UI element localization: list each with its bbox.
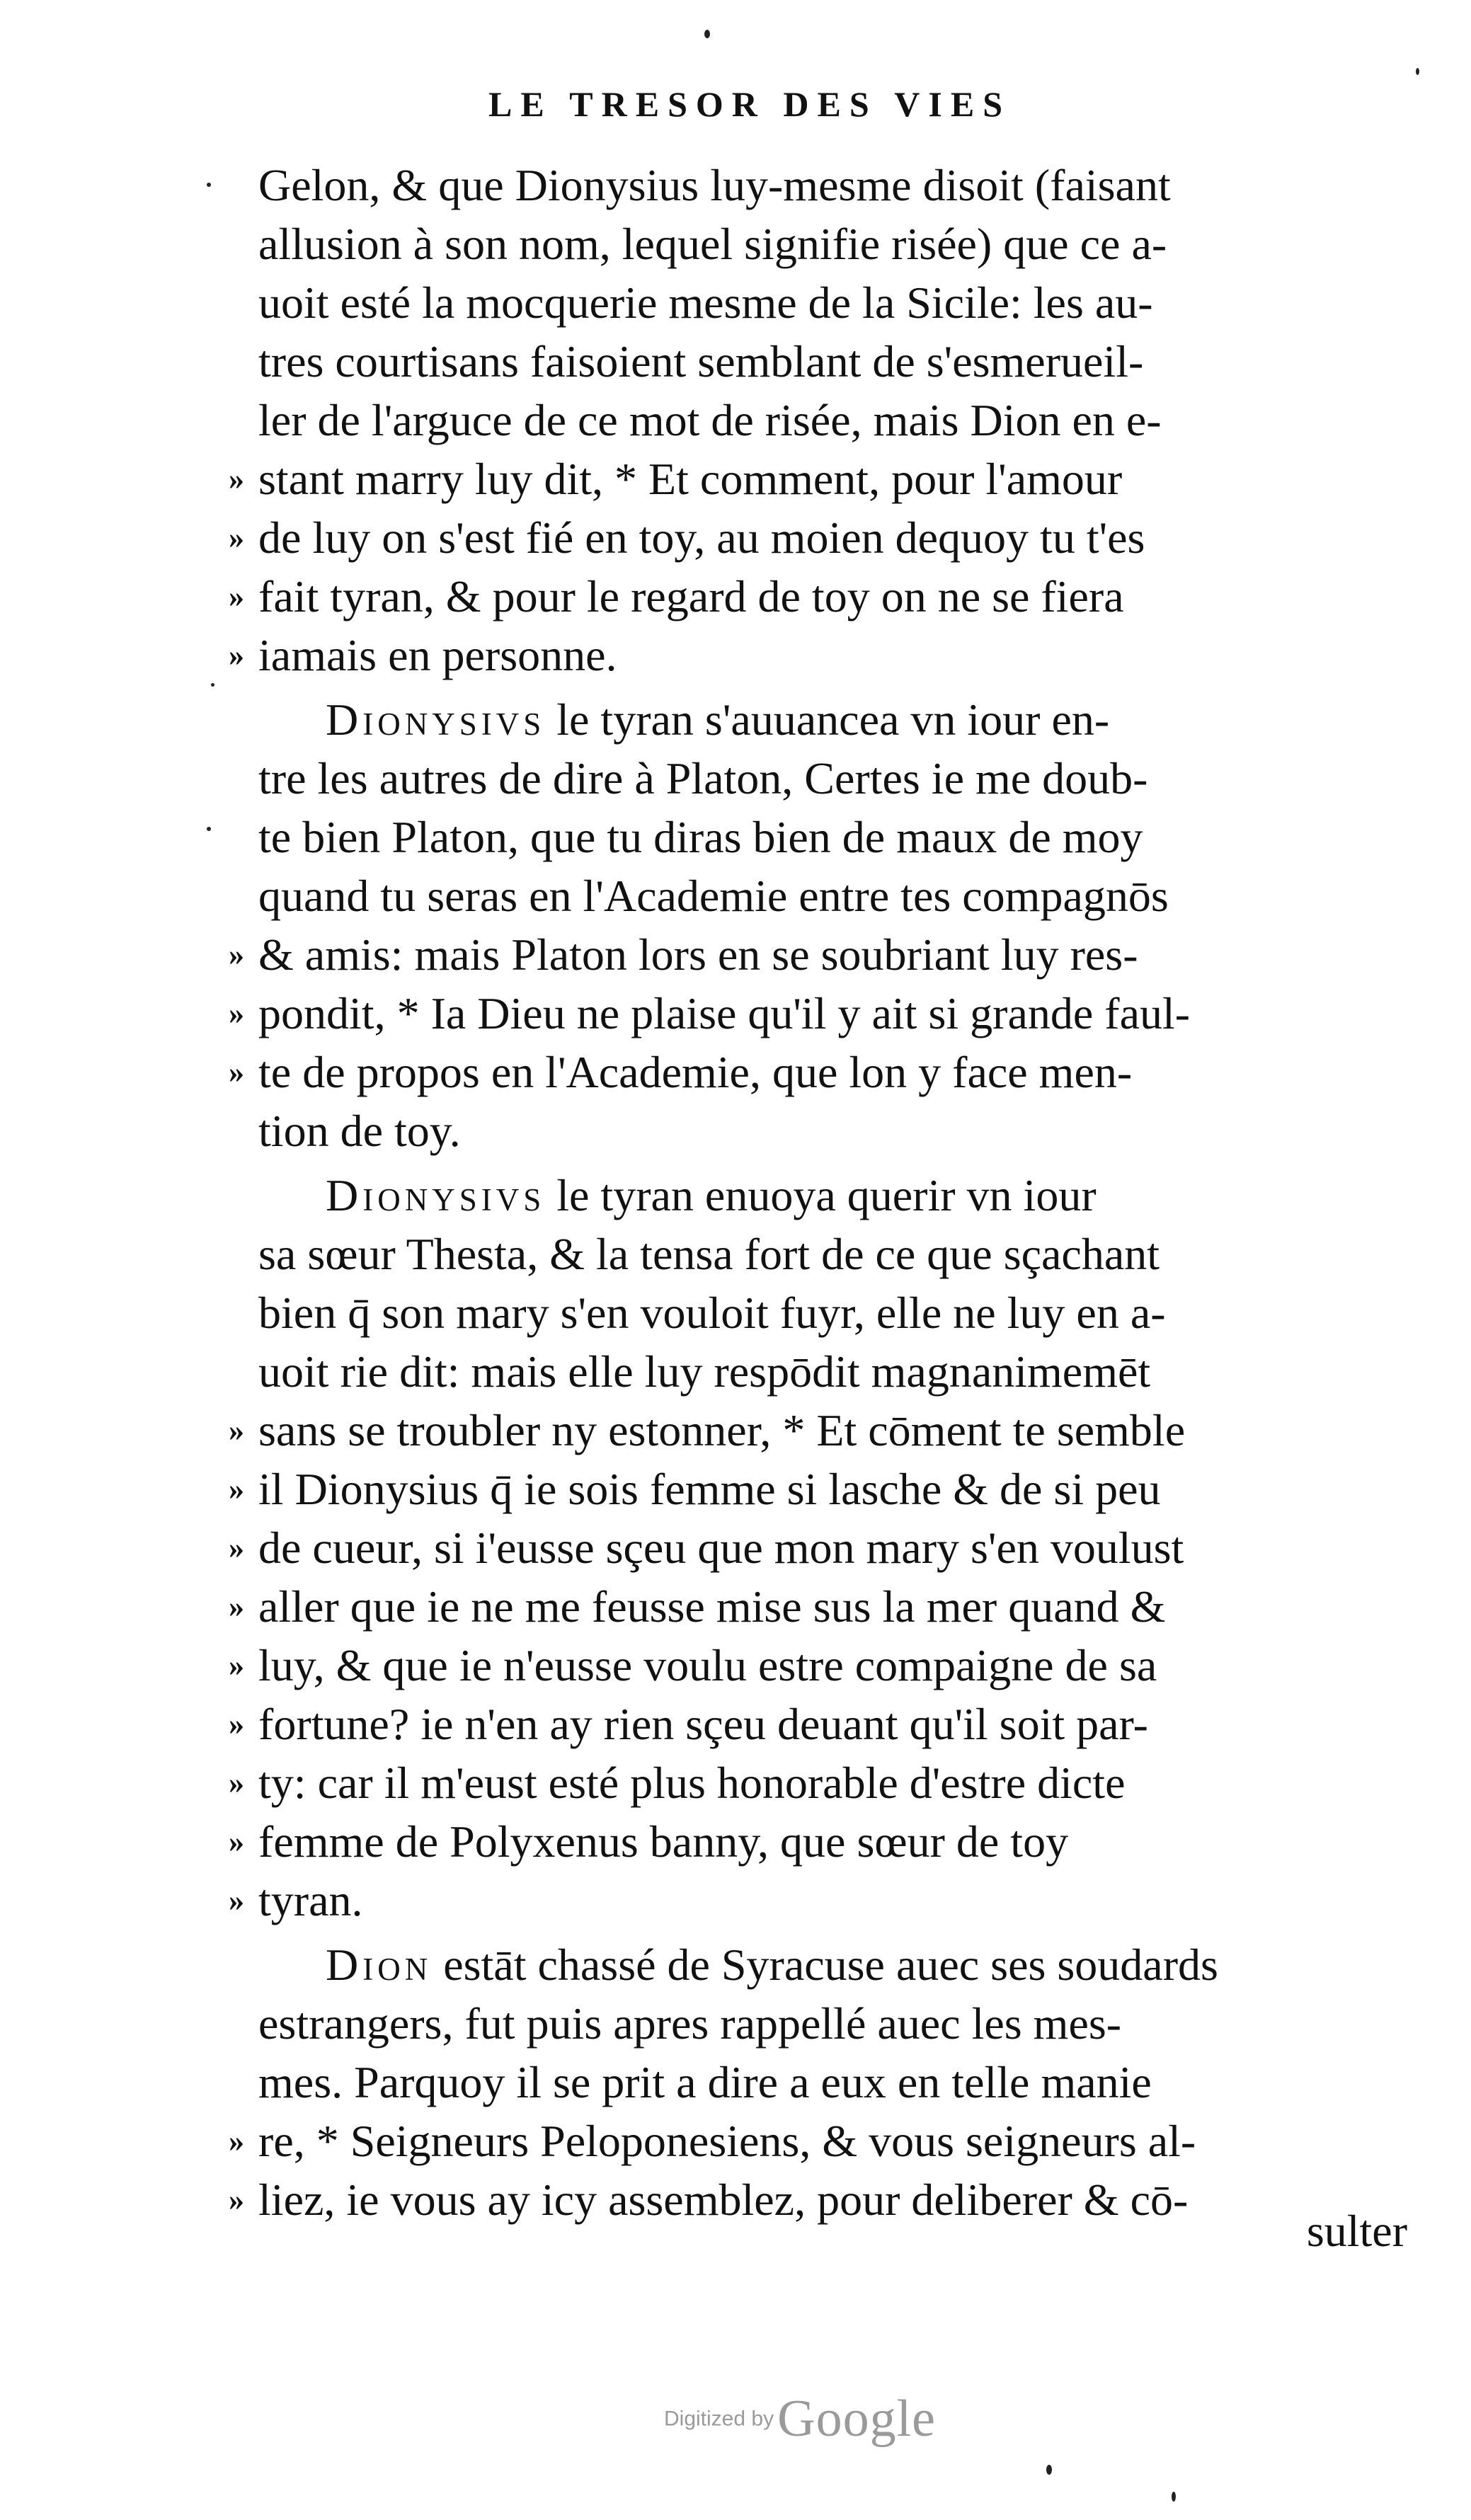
line-text: iamais en personne.	[258, 630, 617, 680]
line-text: Gelon, & que Dionysius luy-mesme disoit (faisant	[258, 160, 1171, 210]
text-line	[258, 1342, 1419, 1401]
line-text: te de propos en l'Academie, que lon y face men-	[258, 1047, 1133, 1097]
ink-speck	[207, 827, 211, 831]
google-logo: Google	[777, 2390, 937, 2448]
quotation-marker: »	[229, 1824, 244, 1859]
line-text: femme de Polyxenus banny, que sœur de toy	[258, 1816, 1069, 1867]
quotation-marker: »	[229, 1055, 244, 1089]
line-text: fortune? ie n'en ay rien sçeu deuant qu'il soit par-	[258, 1699, 1148, 1749]
digitized-label: Digitized by	[664, 2407, 774, 2431]
line-text: ty: car il m'eust esté plus honorable d'estre dicte	[258, 1758, 1126, 1808]
quotation-marker: »	[229, 1883, 244, 1918]
quotation-marker: »	[229, 638, 244, 672]
text-line	[229, 925, 1419, 984]
quotation-marker: »	[229, 1589, 244, 1624]
quotation-marker: »	[229, 1765, 244, 1800]
text-line	[258, 808, 1419, 866]
line-text: aller que ie ne me feusse mise sus la mer quand &	[258, 1581, 1166, 1632]
quotation-marker: »	[229, 1648, 244, 1683]
line-text: Dionysivs le tyran s'auuancea vn iour en-	[326, 694, 1110, 745]
line-text: il Dionysius q̄ ie sois femme si lasche & de si peu	[258, 1464, 1161, 1514]
quotation-marker: »	[229, 937, 244, 972]
text-line	[258, 1225, 1419, 1283]
line-text: stant marry luy dit, * Et comment, pour l'amour	[258, 454, 1123, 504]
line-text: tres courtisans faisoient semblant de s'esmerueil-	[258, 336, 1144, 386]
line-text: ler de l'arguce de ce mot de risée, mais Dion en e-	[258, 395, 1162, 445]
line-text: liez, ie vous ay icy assemblez, pour deliberer & cō-	[258, 2175, 1189, 2225]
text-line	[229, 1812, 1419, 1871]
text-line	[258, 273, 1419, 332]
line-text: uoit esté la mocquerie mesme de la Sicile: les au-	[258, 277, 1153, 328]
quotation-marker: »	[229, 996, 244, 1031]
text-line	[229, 1577, 1419, 1636]
line-text: te bien Platon, que tu diras bien de maux de moy	[258, 812, 1143, 862]
text-line	[258, 1166, 1419, 1225]
text-line	[258, 1283, 1419, 1342]
line-text: uoit rie dit: mais elle luy respōdit magnanimemēt	[258, 1346, 1151, 1397]
line-text: sa sœur Thesta, & la tensa fort de ce que sçachant	[258, 1229, 1160, 1279]
line-text: allusion à son nom, lequel signifie risée) que ce a-	[258, 219, 1167, 269]
text-line	[229, 1401, 1419, 1460]
catchword: sulter	[1306, 2206, 1407, 2256]
text-line	[229, 1636, 1419, 1695]
text-line	[258, 332, 1419, 391]
text-line	[258, 1935, 1419, 1994]
quotation-marker: »	[229, 2182, 244, 2217]
line-text: de cueur, si i'eusse sçeu que mon mary s'en voulust	[258, 1523, 1184, 1573]
ink-speck	[704, 30, 710, 38]
body-text	[229, 156, 1419, 2229]
text-line	[229, 984, 1419, 1043]
text-line	[258, 214, 1419, 273]
text-line	[258, 749, 1419, 808]
text-line	[229, 508, 1419, 567]
text-line	[229, 1460, 1419, 1518]
initial-name: Dionysivs	[326, 1170, 546, 1220]
text-line	[229, 1753, 1419, 1812]
line-text: Dionysivs le tyran enuoya querir vn iour	[326, 1170, 1097, 1220]
text-line	[229, 1043, 1419, 1101]
quotation-marker: »	[229, 2124, 244, 2158]
line-text: luy, & que ie n'eusse voulu estre compaigne de sa	[258, 1640, 1157, 1690]
quotation-marker: »	[229, 520, 244, 555]
line-text: tre les autres de dire à Platon, Certes ie me doub-	[258, 753, 1148, 803]
text-line	[258, 391, 1419, 449]
text-line	[258, 1101, 1419, 1160]
line-text: sans se troubler ny estonner, * Et cōment te semble	[258, 1405, 1186, 1455]
line-text: tyran.	[258, 1875, 363, 1925]
line-text: quand tu seras en l'Academie entre tes compagnōs	[258, 871, 1169, 921]
text-line	[258, 690, 1419, 749]
line-text: & amis: mais Platon lors en se soubriant luy res-	[258, 929, 1138, 980]
quotation-marker: »	[229, 462, 244, 496]
text-line	[258, 2053, 1419, 2112]
text-line	[229, 2170, 1419, 2229]
ink-speck	[1416, 68, 1419, 75]
text-line	[258, 866, 1419, 925]
quotation-marker: »	[229, 579, 244, 614]
initial-name: Dionysivs	[326, 694, 546, 745]
ink-speck	[1172, 2492, 1176, 2502]
text-line	[258, 156, 1419, 214]
ink-speck	[1046, 2465, 1052, 2475]
ink-speck	[207, 183, 211, 187]
line-text: de luy on s'est fié en toy, au moien dequoy tu t'es	[258, 512, 1145, 563]
running-head: LE TRESOR DES VIES	[488, 84, 1011, 124]
quotation-marker: »	[229, 1472, 244, 1506]
text-line	[229, 1871, 1419, 1930]
ink-speck	[211, 683, 214, 687]
text-line	[229, 626, 1419, 685]
line-text: fait tyran, & pour le regard de toy on ne se fiera	[258, 571, 1124, 622]
text-line	[229, 567, 1419, 626]
digitized-by-watermark	[664, 2389, 936, 2449]
line-text: pondit, * Ia Dieu ne plaise qu'il y ait si grande faul-	[258, 988, 1191, 1038]
text-line	[229, 1518, 1419, 1577]
line-text: bien q̄ son mary s'en vouloit fuyr, elle ne luy en a-	[258, 1288, 1166, 1338]
line-text: re, * Seigneurs Peloponesiens, & vous seigneurs al-	[258, 2116, 1196, 2166]
text-line	[258, 1994, 1419, 2053]
line-text: Dion estāt chassé de Syracuse auec ses soudards	[326, 1940, 1218, 1990]
initial-name: Dion	[326, 1940, 433, 1990]
line-text: mes. Parquoy il se prit a dire a eux en telle manie	[258, 2057, 1152, 2107]
quotation-marker: »	[229, 1413, 244, 1448]
quotation-marker: »	[229, 1707, 244, 1741]
text-line	[229, 1695, 1419, 1753]
line-text: tion de toy.	[258, 1106, 461, 1156]
text-line	[229, 2112, 1419, 2170]
text-line	[229, 449, 1419, 508]
line-text: estrangers, fut puis apres rappellé auec les mes-	[258, 1998, 1122, 2049]
quotation-marker: »	[229, 1530, 244, 1565]
